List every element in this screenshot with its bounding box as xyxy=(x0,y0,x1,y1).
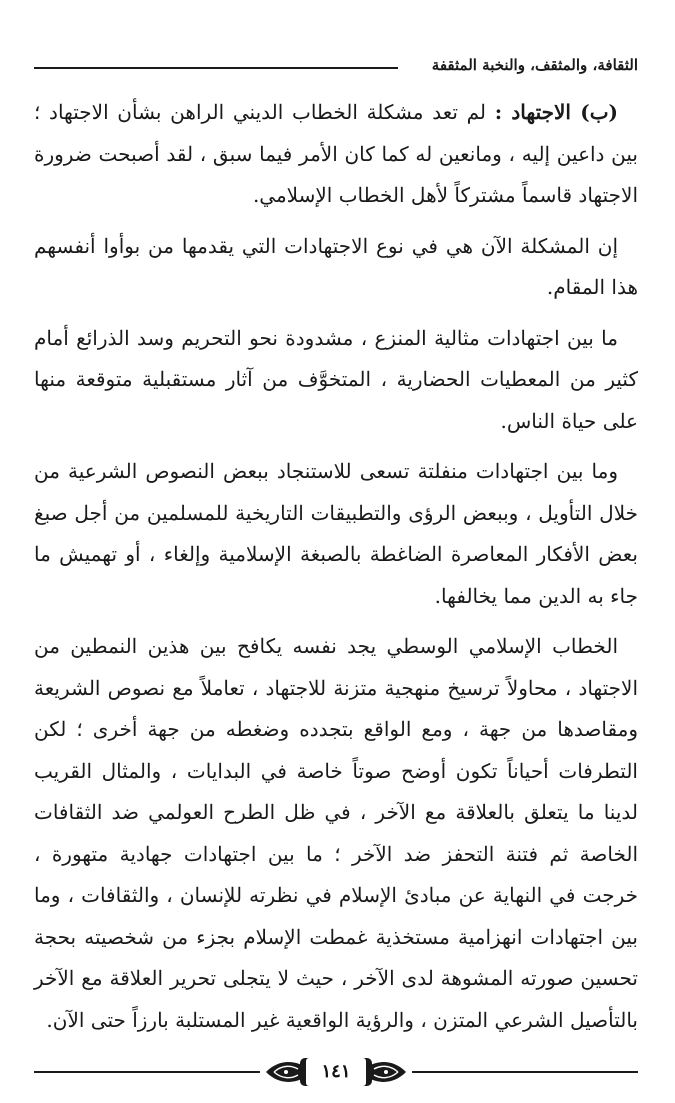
paragraph-1-text: لم تعد مشكلة الخطاب الديني الراهن بشأن الاجتهاد ؛ بين داعين إليه ، ومانعين له كما كان الأمر فيما سبق ، لقد أصبحت ضرورة الاجتهاد قاسماً مشتركاً لأهل الخطاب الإسلامي. xyxy=(34,100,638,207)
body-text xyxy=(34,92,638,1050)
footer-rule-left xyxy=(34,1071,260,1073)
footer-rule-right xyxy=(412,1071,638,1073)
header-rule xyxy=(34,67,398,69)
page-footer xyxy=(34,1054,638,1090)
paragraph-2: إن المشكلة الآن هي في نوع الاجتهادات التي يقدمها من بوأوا أنفسهم هذا المقام. xyxy=(34,233,638,299)
section-lead: (ب) الاجتهاد : xyxy=(494,100,618,124)
paragraph-1 xyxy=(34,92,638,217)
paragraph-4: وما بين اجتهادات منفلتة تسعى للاستنجاد ببعض النصوص الشرعية من خلال التأويل ، وببعض الرؤى والتطبيقات التاريخية للمسلمين من أجل صبغ بعض الأفكار المعاصرة الضاغطة بالصبغة الإسلامية وإلغاء ، أو تهميش ما جاء به الدين مما يخالفها. xyxy=(34,459,638,608)
paragraph-3: ما بين اجتهادات مثالية المنزع ، مشدودة نحو التحريم وسد الذرائع أمام كثير من المعطيات الحضارية ، المتخوَّف من آثار مستقبلية متوقعة منها على حياة الناس. xyxy=(34,325,638,433)
running-header xyxy=(34,54,638,78)
running-title: الثقافة، والمثقف، والنخبة المثقفة xyxy=(431,56,638,74)
page-number: ١٤١ xyxy=(306,1058,366,1086)
paragraph-5: الخطاب الإسلامي الوسطي يجد نفسه يكافح بين هذين النمطين من الاجتهاد ، محاولاً ترسيخ منهجية متزنة للاجتهاد ، تعاملاً مع نصوص الشريعة ومقاصدها من جهة ، ومع الواقع بتجدده وضغطه من جهة أخرى ؛ لكن التطرفات أحياناً تكون أوضح صوتاً خاصة في البدايات ، والمثال القريب لدينا ما يتعلق بالعلاقة مع الآخر ، في ظل الطرح العولمي ضد الثقافات الخاصة ثم فتنة التحفز ضد الآخر ؛ ما بين اجتهادات جهادية متهورة ، خرجت في النهاية عن مبادئ الإسلام في نظرته للإنسان ، والثقافات ، وما بين اجتهادات انهزامية مستخذية غمطت الإسلام بجزء من شخصيته بحجة تحسين صورته المشوهة لدى الآخر ، حيث لا يتجلى تحرير العلاقة مع الآخر بالتأصيل الشرعي المتزن ، والرؤية الواقعية غير المستلبة بارزاً حتى الآن. xyxy=(34,634,638,1032)
